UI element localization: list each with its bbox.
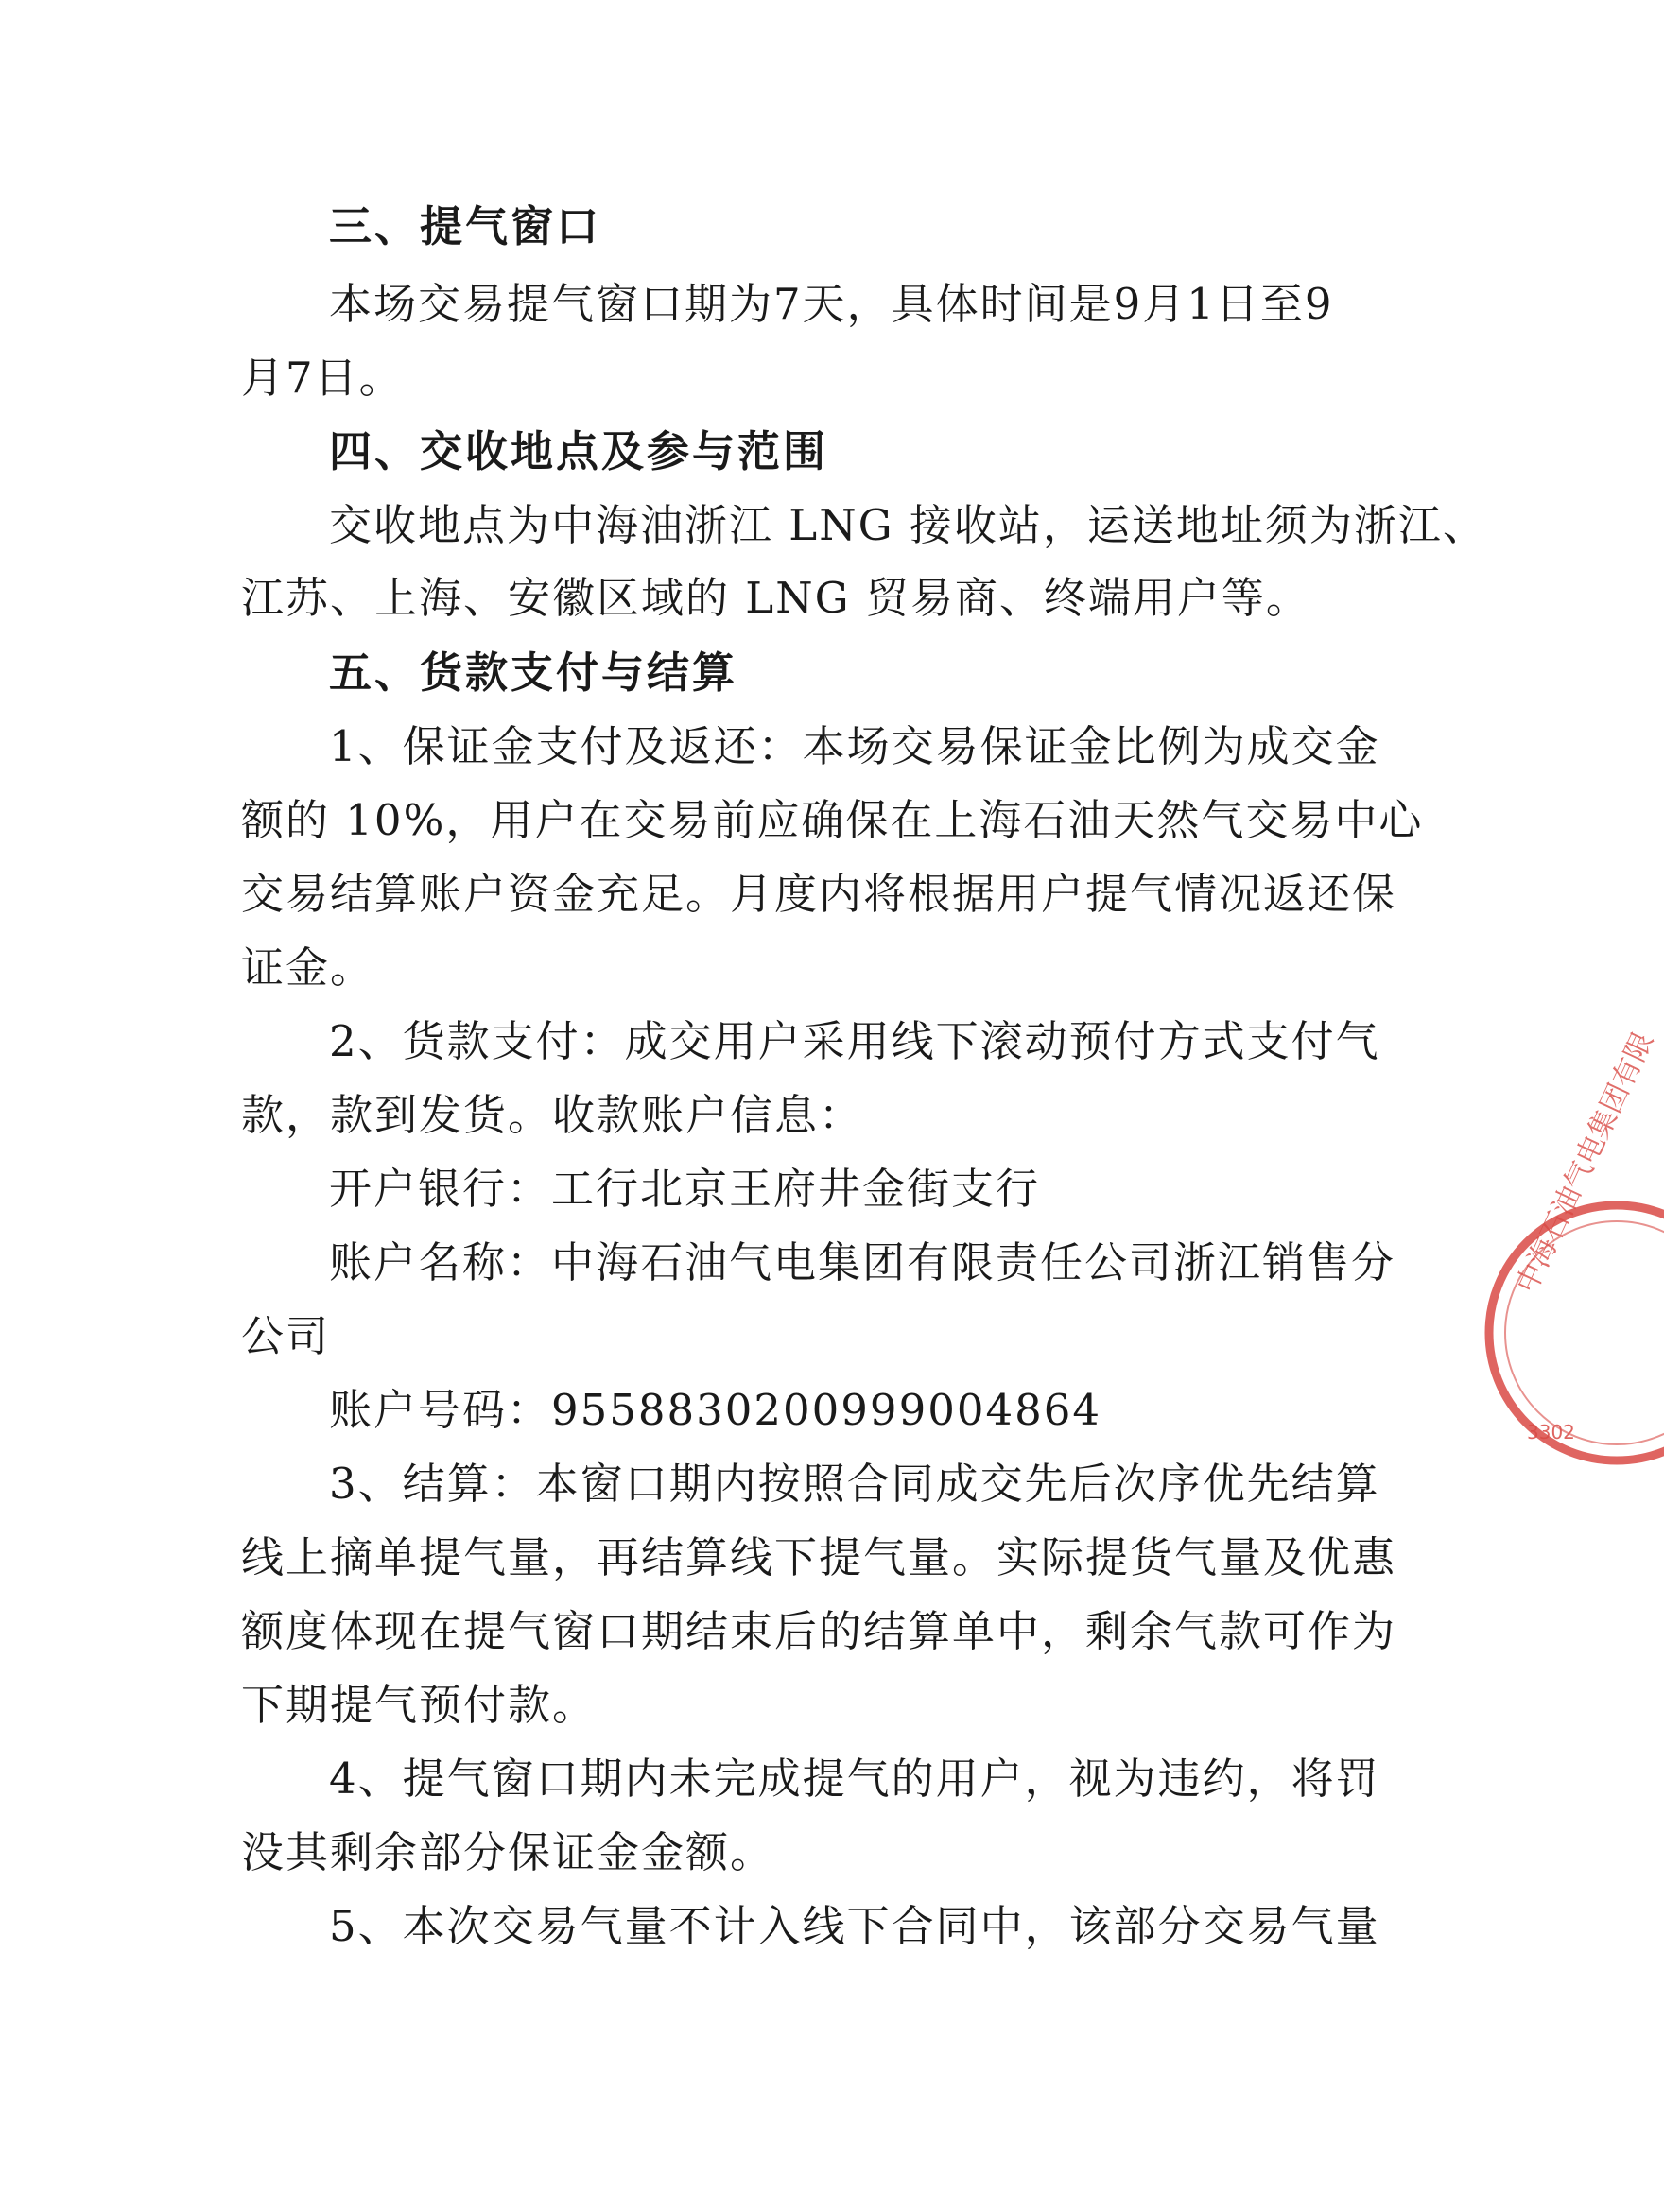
paragraph-line: 交易结算账户资金充足。月度内将根据用户提气情况返还保 [241, 869, 1397, 919]
paragraph-line: 5、本次交易气量不计入线下合同中，该部分交易气量 [329, 1901, 1380, 1951]
company-seal [1475, 1027, 1664, 1475]
paragraph-line: 公司 [241, 1311, 331, 1361]
paragraph-line: 交收地点为中海油浙江 LNG 接收站，运送地址须为浙江、 [329, 500, 1487, 550]
paragraph-line: 款，款到发货。收款账户信息： [241, 1090, 864, 1140]
paragraph-line: 本场交易提气窗口期为7天，具体时间是9月1日至9 [329, 279, 1334, 329]
paragraph-line: 额的 10%，用户在交易前应确保在上海石油天然气交易中心 [241, 795, 1424, 845]
account-name-line: 账户名称：中海石油气电集团有限责任公司浙江销售分 [329, 1237, 1396, 1287]
paragraph-line: 线上摘单提气量，再结算线下提气量。实际提货气量及优惠 [241, 1532, 1397, 1582]
account-number-line: 账户号码：9558830200999004864 [329, 1385, 1101, 1435]
section-heading-3: 三、提气窗口 [329, 201, 602, 251]
paragraph-line: 下期提气预付款。 [241, 1680, 598, 1730]
bank-name-line: 开户银行：工行北京王府井金街支行 [329, 1164, 1041, 1214]
paragraph-line: 江苏、上海、安徽区域的 LNG 贸易商、终端用户等。 [241, 573, 1310, 623]
paragraph-line: 证金。 [241, 942, 375, 993]
seal-text: 中海石油气电集团有限 [1510, 1027, 1661, 1299]
paragraph-line: 月7日。 [241, 353, 404, 403]
paragraph-line: 没其剩余部分保证金金额。 [241, 1827, 775, 1877]
paragraph-line: 1、保证金支付及返还：本场交易保证金比例为成交金 [329, 721, 1380, 771]
seal-number: 3302 [1527, 1421, 1575, 1443]
paragraph-line: 2、货款支付：成交用户采用线下滚动预付方式支付气 [329, 1016, 1380, 1066]
paragraph-line: 4、提气窗口期内未完成提气的用户，视为违约，将罚 [329, 1754, 1380, 1804]
paragraph-line: 3、结算：本窗口期内按照合同成交先后次序优先结算 [329, 1459, 1380, 1509]
section-heading-5: 五、货款支付与结算 [329, 648, 738, 698]
paragraph-line: 额度体现在提气窗口期结束后的结算单中，剩余气款可作为 [241, 1606, 1397, 1656]
section-heading-4: 四、交收地点及参与范围 [329, 426, 829, 476]
